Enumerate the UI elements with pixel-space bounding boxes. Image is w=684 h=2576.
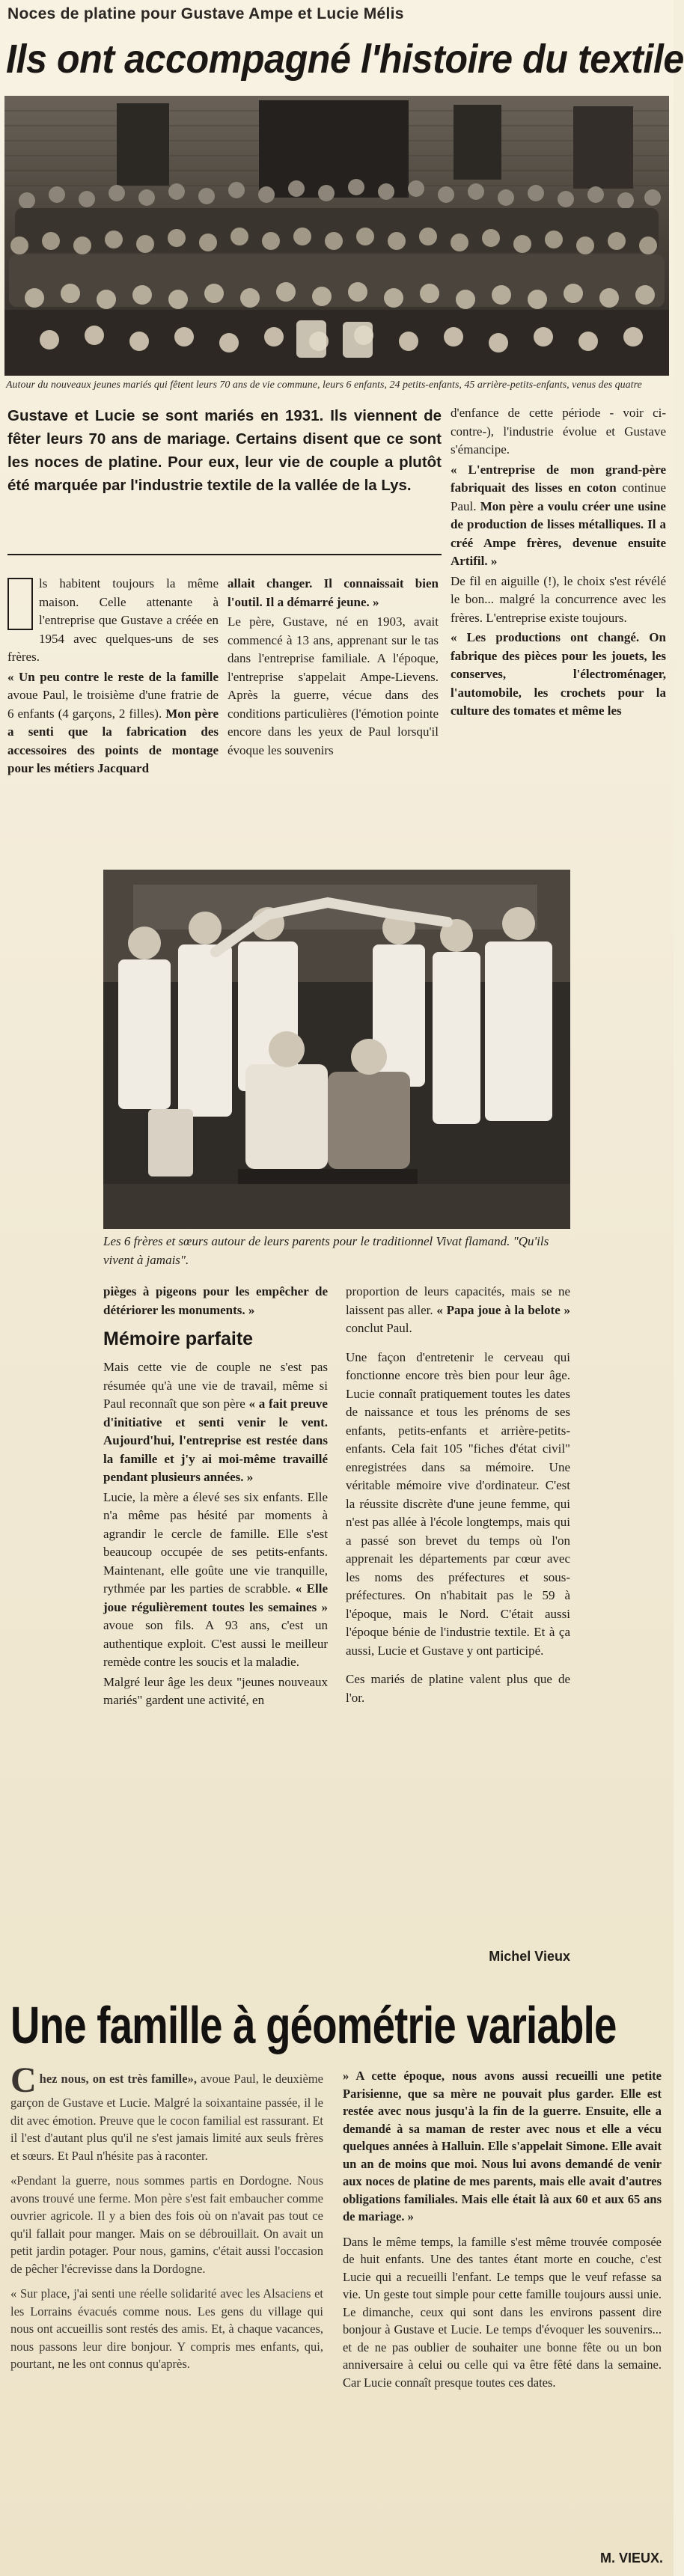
article-column-2	[228, 575, 439, 859]
article-byline: Michel Vieux	[489, 1949, 570, 1964]
second-article-column-2	[343, 2067, 662, 2546]
column-3-paragraph-3: De fil en aiguille (!), le choix s'est révélé le bon... malgré la concurrence avec les frères. L'entreprise existe toujours.	[451, 573, 666, 625]
second-article-headline: Une famille à géométrie variable	[10, 1996, 617, 2054]
second-article-paragraph-3: « Sur place, j'ai senti une réelle solidarité avec les Alsaciens et les Lorrains évacués comme nous. Les gens du village qui nous ont accueillis sont restés des amis. Et, à chaque vacances, nous passons leur dire bonjour. Y compris mes enfants, qui, pourtant, ne les ont connus qu'après.	[10, 2286, 323, 2371]
column-4-paragraph-2: Mais cette vie de couple ne s'est pas résumée qu'à une vie de travail, même si Paul reconnaît que son père « a fait preuve d'initiative et senti venir le vent. Aujourd'hui, l'entreprise est restée dans la famille et j'y ai moi-même travaillé pendant plusieurs années. »	[103, 1360, 328, 1484]
article-headline: Ils ont accompagné l'histoire du textile	[6, 37, 684, 82]
family-photo-caption: Autour du nouveaux jeunes mariés qui fêtent leurs 70 ans de vie commune, leurs 6 enfants, 24 petits-enfants, 45 arrière-petits-enfants, venus des quatre	[6, 379, 642, 391]
siblings-photo-caption: Les 6 frères et sœurs autour de leurs parents pour le traditionnel Vivat flamand. "Qu'ils vivent à jamais".	[103, 1234, 549, 1267]
column-4-paragraph-4: Malgré leur âge les deux "jeunes nouveaux mariés" gardent une activité, en	[103, 1674, 328, 1707]
article-column-3	[451, 404, 666, 861]
column-5-paragraph-3: Ces mariés de platine valent plus que de l'or.	[346, 1672, 570, 1705]
article-column-1	[7, 575, 219, 859]
column-2-paragraph-2: Le père, Gustave, né en 1903, avait commencé à 13 ans, apprenant sur le tas dans l'entreprise familiale. A l'époque, l'entreprise s'appelait Ampe-Lievens. Après la guerre, vécue dans des conditions particulières (l'émotion pointe encore dans les yeux de Paul lorsqu'il évoque les souvenirs	[228, 614, 439, 757]
siblings-photo	[103, 870, 570, 1229]
second-article-paragraph-5: Dans le même temps, la famille s'est même trouvée composée de huit enfants. Une des tantes étant morte en couche, c'est Lucie qui a recueilli l'enfant. Le temps que le veuf refasse sa vie. Un geste tout simple pour cette famille toujours aussi unie. Le dimanche, ceux qui sont dans les environs passent dire bonjour à Gustave et Lucie. Le temps d'évoquer les souvenirs... et de ne pas oublier de souhaiter une bonne fête ou un bon anniversaire à celui ou celle qui va être fêté dans la semaine. Car Lucie connaît presque toutes ces dates.	[343, 2234, 662, 2390]
column-2-paragraph-1: allait changer. Il connaissait bien l'outil. Il a démarré jeune. »	[228, 576, 439, 609]
column-1-paragraph-2: « Un peu contre le reste de la famille avoue Paul, le troisième d'une fratrie de 6 enfants (4 garçons, 2 filles). Mon père a senti que la fabrication des accessoires des points de montage pour les métiers Jacquard	[7, 669, 219, 775]
column-1-paragraph-1: ls habitent toujours la même maison. Celle attenante à l'entreprise que Gustave a créée en 1954 avec quelques-uns de ses frères.	[7, 576, 219, 664]
article-kicker: Noces de platine pour Gustave Ampe et Lucie Mélis	[7, 5, 404, 22]
article-column-5	[346, 1283, 570, 1971]
section-subhead-memoire: Mémoire parfaite	[103, 1328, 254, 1349]
column-3-paragraph-2: « L'entreprise de mon grand-père fabriquait des lisses en coton continue Paul. Mon père a voulu créer une usine de production de lisses métalliques. Il a créé Ampe frères, devenue ensuite Artifil. »	[451, 462, 666, 568]
second-article-paragraph-2: «Pendant la guerre, nous sommes partis en Dordogne. Nous avons trouvé une ferme. Mon père s'est fait embaucher comme ouvrier agricole. Il y a bien des fois où on n'avait pas tout ce qu'il fallait pour manger. Mais on se débrouillait. On avait un petit jardin potager. Pour nous, gamins, c'était aussi l'occasion de pêcher l'écrevisse dans la Dordogne.	[10, 2173, 323, 2276]
drop-cap-frame	[7, 578, 33, 630]
opening-quote-letter: C	[10, 2060, 37, 2100]
column-5-paragraph-2: Une façon d'entretenir le cerveau qui fonctionne encore très bien pour leur âge. Lucie connaît pratiquement toutes les dates de naissance et tous les prénoms de ses enfants, petits-enfants et arrière-petits-enfants. Cela fait 105 "fiches d'état civil" enregistrées dans sa mémoire. Une véritable mémoire vive d'ordinateur. C'est la réussite discrète d'une jeune femme, qui n'est pas allée à l'école longtemps, mais qui a passé son brevet du temps où l'on apprenait les départements par cœur avec les noms des préfectures et sous-préfectures. On n'habitait pas le 59 à l'époque, mais le Nord. C'était aussi l'époque bénie de l'industrie textile. Et à ça aussi, Lucie et Gustave y ont participé.	[346, 1349, 570, 1658]
siblings-photo-illustration	[103, 870, 570, 1229]
column-3-paragraph-4: « Les productions ont changé. On fabrique des pièces pour les jouets, les conserves, l'électroménager, l'automobile, les crochets pour la culture des tomates et même les	[451, 630, 666, 718]
second-article-paragraph-1: Chez nous, on est très famille», avoue Paul, le deuxième garçon de Gustave et Lucie. Malgré la soixantaine passée, il le dit avec émotion. Preuve que le cocon familial est rassurant. Et il l'est d'autant plus qu'il ne s'est jamais limité aux seuls frères et sœurs. Et Paul n'hésite pas à raconter.	[10, 2060, 323, 2163]
family-group-photo	[4, 96, 669, 376]
second-article-paragraph-4: » A cette époque, nous avons aussi recueilli une petite Parisienne, que sa mère ne pouvait plus garder. Elle est restée avec nous jusqu'à la fin de la guerre. Ensuite, elle a demandé à sa maman de rester avec nous et elle a vécu quelques années à Halluin. Elle s'appelait Simone. Elle avait un an de moins que moi. Nous lui avons demandé de venir aux noces de platine de mes parents, mais elle avait d'autres obligations familiales. Mais elle était là aux 60 et aux 65 ans de mariage. »	[343, 2069, 662, 2224]
second-article-byline: M. VIEUX.	[599, 2551, 663, 2566]
column-4-paragraph-1: pièges à pigeons pour les empêcher de détériorer les monuments. »	[103, 1284, 328, 1317]
lead-divider	[7, 554, 442, 555]
column-3-paragraph-1: d'enfance de cette période - voir ci-contre-), l'industrie évolue et Gustave s'émancipe.	[451, 406, 666, 457]
family-group-photo-illustration	[4, 96, 669, 376]
article-column-4	[103, 1283, 328, 1971]
article-lead: Gustave et Lucie se sont mariés en 1931. Ils viennent de fêter leurs 70 ans de mariage. Certains disent que ce sont les noces de platine. Pour eux, leur vie de couple a plutôt été marquée par l'industrie textile de la vallée de la Lys.	[7, 407, 442, 494]
column-5-paragraph-1: proportion de leurs capacités, mais se ne laissent pas aller. « Papa joue à la belote » conclut Paul.	[346, 1284, 570, 1335]
second-article-column-1	[10, 2060, 323, 2531]
column-4-paragraph-3: Lucie, la mère a élevé ses six enfants. Elle n'a même pas hésité par moments à agrandir le cercle de famille. Elle s'est beaucoup occupée de ses petits-enfants. Maintenant, elle goûte une vie tranquille, rythmée par les parties de scrabble. « Elle joue régulièrement toutes les semaines » avoue son fils. A 93 ans, c'est un authentique exploit. C'est aussi le meilleur remède contre les soucis et la maladie.	[103, 1489, 328, 1669]
